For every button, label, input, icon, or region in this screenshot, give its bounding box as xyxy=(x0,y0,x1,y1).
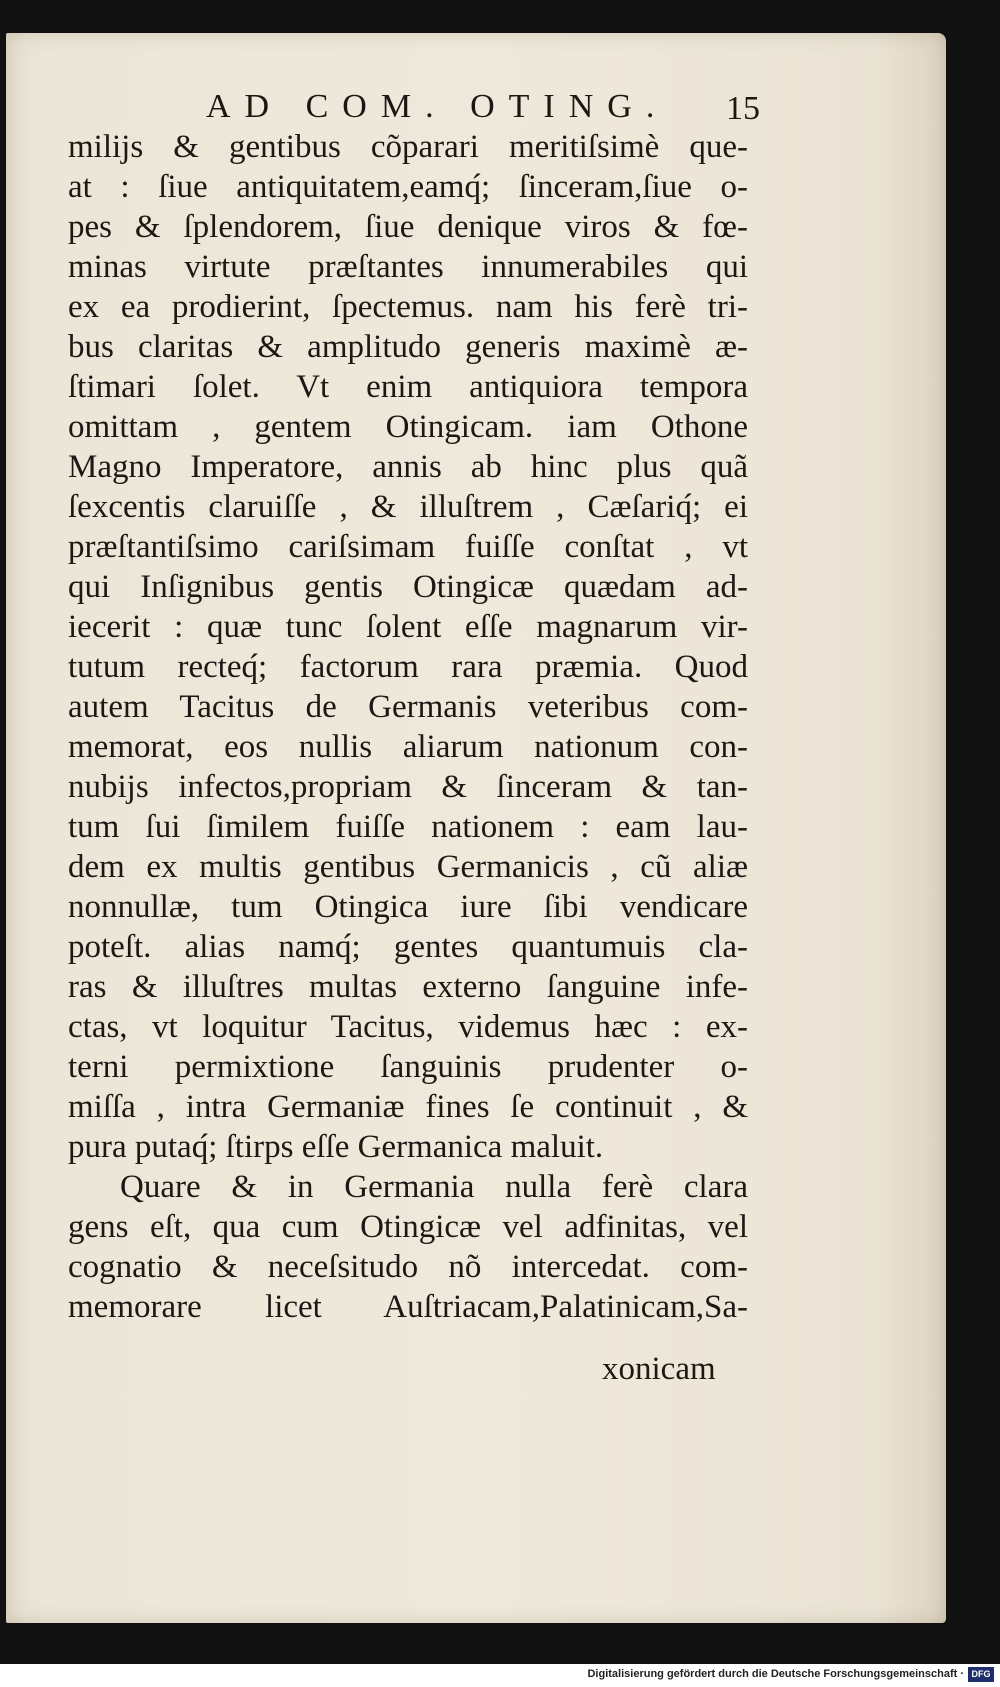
text-line: ex ea prodierint, ſpectemus. nam his ferè tri- xyxy=(68,289,748,325)
text-line: milijs & gentibus cõparari meritiſsimè que- xyxy=(68,129,748,165)
text-line: bus claritas & amplitudo generis maximè æ- xyxy=(68,329,748,365)
text-line: memorat, eos nullis aliarum nationum con- xyxy=(68,729,748,765)
text-line: pura putaq́; ſtirps eſſe Germanica maluit. xyxy=(68,1129,604,1165)
running-head: AD COM. OTING. xyxy=(206,88,669,125)
text-line: omittam , gentem Otingicam. iam Othone xyxy=(68,409,748,445)
text-line: Quare & in Germania nulla ferè clara xyxy=(120,1169,748,1205)
text-line: ſexcentis claruiſſe , & illuſtrem , Cæſariq́; ei xyxy=(68,489,748,525)
text-line: gens eſt, qua cum Otingicæ vel adfinitas, vel xyxy=(68,1209,748,1245)
text-line: poteſt. alias namq́; gentes quantumuis cla- xyxy=(68,929,748,965)
text-line: præſtantiſsimo cariſsimam fuiſſe conſtat , vt xyxy=(68,529,748,565)
footer-bar xyxy=(0,1664,1000,1687)
text-line: Magno Imperatore, annis ab hinc plus quã xyxy=(68,449,748,485)
text-line: miſſa , intra Germaniæ fines ſe continuit , & xyxy=(68,1089,748,1125)
book-page xyxy=(6,33,946,1623)
text-line: qui Inſignibus gentis Otingicæ quædam ad- xyxy=(68,569,748,605)
text-line: tutum recteq́; factorum rara præmia. Quod xyxy=(68,649,748,685)
dfg-logo-icon: DFG xyxy=(968,1667,994,1682)
text-line: nonnullæ, tum Otingica iure ſibi vendicare xyxy=(68,889,748,925)
text-line: nubijs infectos,propriam & ſinceram & tan- xyxy=(68,769,748,805)
text-line: autem Tacitus de Germanis veteribus com- xyxy=(68,689,748,725)
text-line: ſtimari ſolet. Vt enim antiquiora tempora xyxy=(68,369,748,405)
text-line: at : ſiue antiquitatem,eamq́; ſinceram,ſiue o- xyxy=(68,169,748,205)
catchword: xonicam xyxy=(602,1351,716,1387)
text-line: pes & ſplendorem, ſiue denique viros & fœ- xyxy=(68,209,748,245)
text-line: minas virtute præſtantes innumerabiles qui xyxy=(68,249,748,285)
text-line: tum ſui ſimilem fuiſſe nationem : eam lau- xyxy=(68,809,748,845)
text-line: ctas, vt loquitur Tacitus, videmus hæc : ex- xyxy=(68,1009,748,1045)
footer-credit: Digitalisierung gefördert durch die Deutsche Forschungsgemeinschaft · xyxy=(587,1668,964,1680)
body-text xyxy=(68,127,748,1327)
page-number: 15 xyxy=(726,90,760,127)
text-line: iecerit : quæ tunc ſolent eſſe magnarum vir- xyxy=(68,609,748,645)
text-line: memorare licet Auſtriacam,Palatinicam,Sa- xyxy=(68,1289,748,1325)
text-line: ras & illuſtres multas externo ſanguine infe- xyxy=(68,969,748,1005)
text-line: dem ex multis gentibus Germanicis , cũ aliæ xyxy=(68,849,748,885)
text-line: cognatio & neceſsitudo nõ intercedat. com- xyxy=(68,1249,748,1285)
text-line: terni permixtione ſanguinis prudenter o- xyxy=(68,1049,748,1085)
